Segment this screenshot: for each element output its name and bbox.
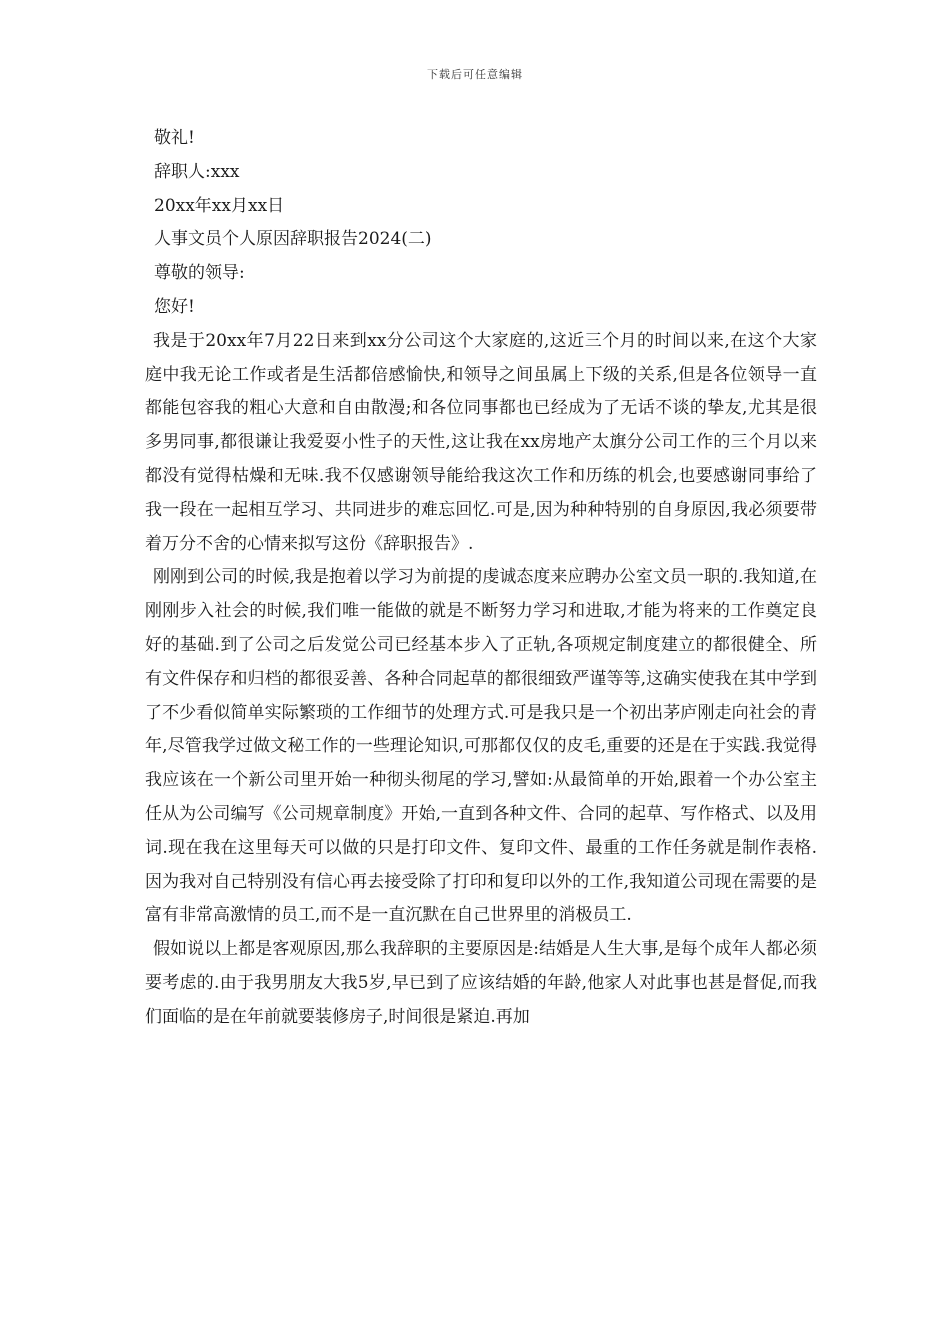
closing-line: 敬礼! <box>154 128 195 148</box>
page-header: 下载后可任意编辑 <box>427 68 523 81</box>
salutation-line: 尊敬的领导: <box>154 263 245 284</box>
body-paragraph-2: 刚刚到公司的时候,我是抱着以学习为前提的虔诚态度来应聘办公室文员一职的.我知道,在刚刚步入社会的时候,我们唯一能做的就是不断努力学习和进取,才能为将来的工作奠定良好的基础.到了公司之后发觉公司已经基本步入了正轨,各项规定制度建立的都很健全、所有文件保存和归档的都很妥善、各种合同起草的都很细致严谨等等,这确实使我在其中学到了不少看似简单实际繁琐的工作细节的处理方式.可是我只是一个初出茅庐刚走向社会的青年,尽管我学过做文秘工作的一些理论知识,可那都仅仅的皮毛,重要的还是在于实践.我觉得我应该在一个新公司里开始一种彻头彻尾的学习,譬如:从最简单的开始,跟着一个办公室主任从为公司编写《公司规章制度》开始,一直到各种文件、合同的起草、写作格式、以及用词.现在我在这里每天可以做的只是打印文件、复印文件、最重的工作任务就是制作表格.因为我对自己特别没有信心再去接受除了打印和复印以外的工作,我知道公司现在需要的是富有非常高激情的员工,而不是一直沉默在自己世界里的消极员工. <box>145 567 817 926</box>
body-paragraph-1: 我是于20xx年7月22日来到xx分公司这个大家庭的,这近三个月的时间以来,在这个大家庭中我无论工作或者是生活都倍感愉快,和领导之间虽属上下级的关系,但是各位领导一直都能包容我的粗心大意和自由散漫;和各位同事都也已经成为了无话不谈的挚友,尤其是很多男同事,都很谦让我爱耍小性子的天性,这让我在xx房地产太旗分公司工作的三个月以来都没有觉得枯燥和无味.我不仅感谢领导能给我这次工作和历练的机会,也要感谢同事给了我一段在一起相互学习、共同进步的难忘回忆.可是,因为种种特别的自身原因,我必须要带着万分不舍的心情来拟写这份《辞职报告》. <box>145 330 817 554</box>
document-body <box>145 122 817 1035</box>
report-title: 人事文员个人原因辞职报告2024(二) <box>154 229 432 250</box>
signer-line: 辞职人:xxx <box>154 161 240 182</box>
date-line: 20xx年xx月xx日 <box>154 195 285 216</box>
greeting-line: 您好! <box>154 296 195 317</box>
body-paragraph-3: 假如说以上都是客观原因,那么我辞职的主要原因是:结婚是人生大事,是每个成年人都必须要考虑的.由于我男朋友大我5岁,早已到了应该结婚的年龄,他家人对此事也甚是督促,而我们面临的是在年前就要装修房子,时间很是紧迫.再加 <box>145 939 817 1027</box>
